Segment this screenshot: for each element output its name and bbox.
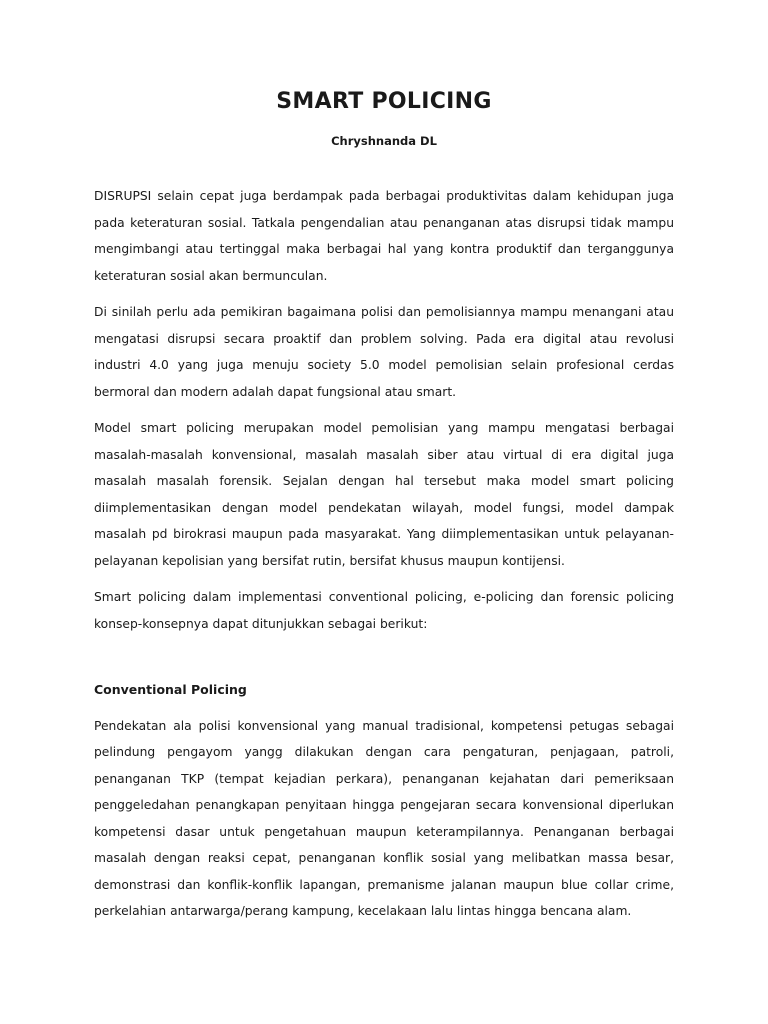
section-heading-conventional-policing: Conventional Policing bbox=[94, 682, 247, 697]
document-title: SMART POLICING bbox=[276, 89, 492, 114]
paragraph-conventional-policing: Pendekatan ala polisi konvensional yang manual tradisional, kompetensi petugas sebagai pelindung pengayom yangg dilakukan dengan cara pengaturan, penjagaan, patroli, penanganan TKP (tempat kejadian perkara), penanganan kejahatan dari pemeriksaan penggeledahan penangkapan penyitaan hingga pengejaran secara konvensional diperlukan kompetensi dasar untuk pengetahuan maupun keterampilannya. Penanganan berbagai masalah dengan reaksi cepat, penanganan konflik sosial yang melibatkan massa besar, demonstrasi dan konflik-konflik lapangan, premanisme jalanan maupun blue collar crime, perkelahian antarwarga/perang kampung, kecelakaan lalu lintas hingga bencana alam. bbox=[94, 718, 674, 918]
paragraph-implementasi: Smart policing dalam implementasi conventional policing, e-policing dan forensic policing konsep-konsepnya dapat ditunjukkan sebagai berikut: bbox=[94, 590, 674, 631]
paragraph-model-smart-policing: Model smart policing merupakan model pemolisian yang mampu mengatasi berbagai masalah-masalah konvensional, masalah masalah siber atau virtual di era digital juga masalah masalah forensik. Sejalan dengan hal tersebut maka model smart policing diimplementasikan dengan model pendekatan wilayah, model fungsi, model dampak masalah pd birokrasi maupun pada masyarakat. Yang diimplementasikan untuk pelayanan-pelayanan kepolisian yang bersifat rutin, bersifat khusus maupun kontijensi. bbox=[94, 421, 674, 568]
paragraph-pemikiran: Di sinilah perlu ada pemikiran bagaimana polisi dan pemolisiannya mampu menangani atau mengatasi disrupsi secara proaktif dan problem solving. Pada era digital atau revolusi industri 4.0 yang juga menuju society 5.0 model pemolisian selain profesional cerdas bermoral dan modern adalah dapat fungsional atau smart. bbox=[94, 305, 674, 399]
paragraph-disrupsi: DISRUPSI selain cepat juga berdampak pada berbagai produktivitas dalam kehidupan juga pada keteraturan sosial. Tatkala pengendalian atau penanganan atas disrupsi tidak mampu mengimbangi atau tertinggal maka berbagai hal yang kontra produktif dan terganggunya keteraturan sosial akan bermunculan. bbox=[94, 189, 674, 283]
document-author: Chryshnanda DL bbox=[331, 134, 437, 148]
document-body bbox=[94, 183, 674, 935]
